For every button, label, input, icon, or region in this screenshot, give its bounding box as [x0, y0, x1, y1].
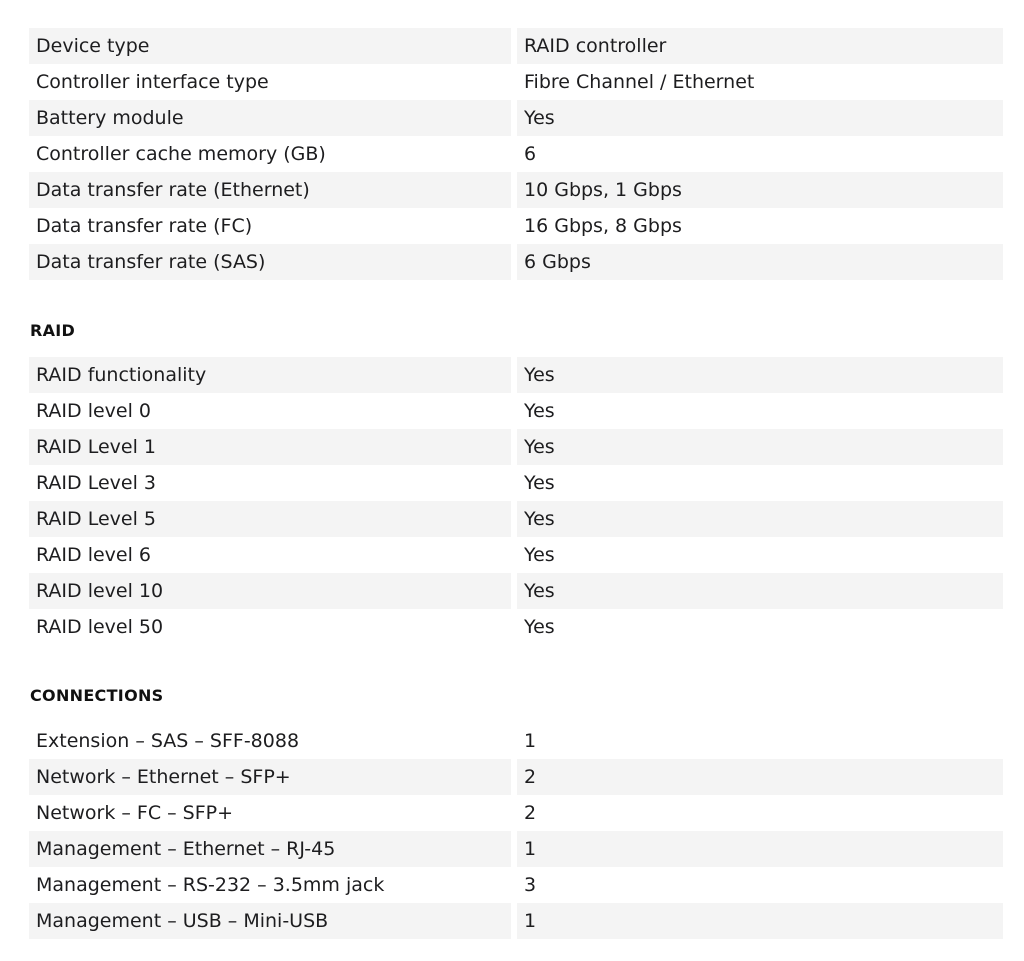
- table-row: [29, 903, 1003, 939]
- spec-label: RAID level 0: [36, 400, 152, 422]
- spec-label: Network – FC – SFP+: [36, 802, 234, 824]
- spec-label: RAID functionality: [29, 357, 511, 393]
- spec-value: Yes: [524, 472, 555, 494]
- spec-value: Yes: [524, 544, 555, 566]
- spec-value: 2: [524, 802, 537, 824]
- spec-value: 1: [517, 903, 1003, 939]
- raid-section-heading: RAID: [30, 321, 76, 340]
- connections-section-heading: CONNECTIONS: [30, 686, 164, 705]
- spec-value: 16 Gbps, 8 Gbps: [524, 215, 682, 237]
- spec-value: Yes: [524, 400, 555, 422]
- spec-label: Device type: [29, 28, 511, 64]
- table-row: [29, 759, 1003, 795]
- general-spec-table: [29, 28, 1003, 280]
- spec-label: Management – USB – Mini-USB: [29, 903, 511, 939]
- spec-value: Yes: [517, 501, 1003, 537]
- raid-spec-table: [29, 357, 1003, 645]
- spec-label: Battery module: [29, 100, 511, 136]
- spec-value: Yes: [517, 357, 1003, 393]
- spec-label: RAID Level 5: [29, 501, 511, 537]
- spec-label: Management – RS-232 – 3.5mm jack: [36, 874, 385, 896]
- table-row: [29, 831, 1003, 867]
- spec-label: Controller cache memory (GB): [36, 143, 326, 165]
- spec-value: Yes: [517, 429, 1003, 465]
- table-row: [29, 172, 1003, 208]
- table-row: [29, 393, 1003, 429]
- spec-value: 6: [524, 143, 537, 165]
- spec-label: RAID level 10: [29, 573, 511, 609]
- table-row: [29, 64, 1003, 100]
- table-row: [29, 357, 1003, 393]
- table-row: [29, 501, 1003, 537]
- spec-value: Fibre Channel / Ethernet: [524, 71, 755, 93]
- spec-label: RAID Level 1: [29, 429, 511, 465]
- table-row: [29, 537, 1003, 573]
- table-row: [29, 136, 1003, 172]
- spec-value: 1: [524, 730, 537, 752]
- table-row: [29, 867, 1003, 903]
- table-row: [29, 573, 1003, 609]
- spec-label: Extension – SAS – SFF-8088: [36, 730, 300, 752]
- spec-value: Yes: [517, 100, 1003, 136]
- table-row: [29, 429, 1003, 465]
- table-row: [29, 465, 1003, 501]
- table-row: [29, 795, 1003, 831]
- spec-label: Data transfer rate (Ethernet): [29, 172, 511, 208]
- table-row: [29, 28, 1003, 64]
- spec-value: 1: [517, 831, 1003, 867]
- spec-label: RAID level 50: [36, 616, 164, 638]
- table-row: [29, 208, 1003, 244]
- spec-value: RAID controller: [517, 28, 1003, 64]
- spec-label: RAID Level 3: [36, 472, 156, 494]
- spec-label: Management – Ethernet – RJ-45: [29, 831, 511, 867]
- spec-value: Yes: [524, 616, 555, 638]
- table-row: [29, 609, 1003, 645]
- connections-spec-table: [29, 723, 1003, 939]
- spec-value: 10 Gbps, 1 Gbps: [517, 172, 1003, 208]
- spec-label: Controller interface type: [36, 71, 269, 93]
- spec-label: Data transfer rate (SAS): [29, 244, 511, 280]
- spec-value: 2: [517, 759, 1003, 795]
- spec-label: Data transfer rate (FC): [36, 215, 253, 237]
- spec-value: Yes: [517, 573, 1003, 609]
- spec-label: RAID level 6: [36, 544, 152, 566]
- table-row: [29, 244, 1003, 280]
- table-row: [29, 723, 1003, 759]
- table-row: [29, 100, 1003, 136]
- spec-label: Network – Ethernet – SFP+: [29, 759, 511, 795]
- spec-value: 3: [524, 874, 537, 896]
- spec-value: 6 Gbps: [517, 244, 1003, 280]
